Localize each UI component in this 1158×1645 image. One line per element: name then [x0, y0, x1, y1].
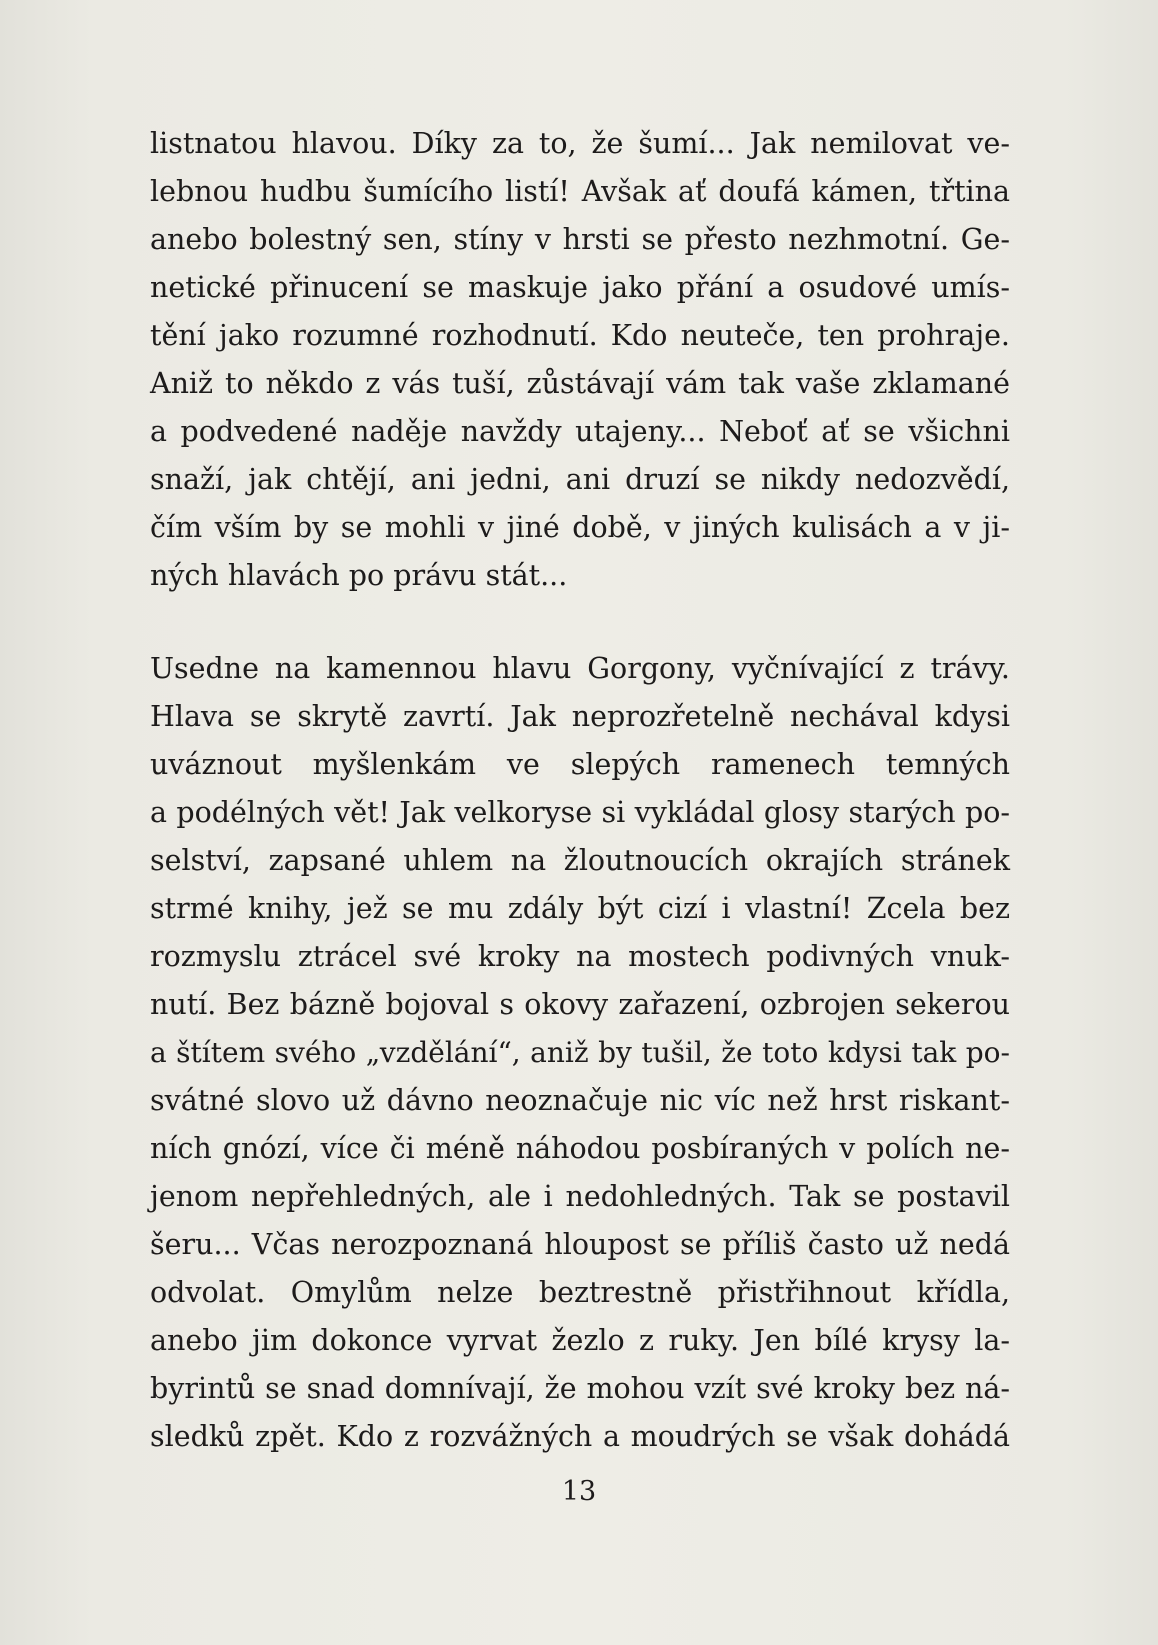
text-line: sledků zpět. Kdo z rozvážných a moudrých se však dohádá: [150, 1420, 1010, 1453]
text-line: snaží, jak chtějí, ani jedni, ani druzí se nikdy nedozvědí,: [150, 463, 1010, 496]
text-line: svátné slovo už dávno neoznačuje nic víc než hrst riskant-: [150, 1084, 1010, 1117]
text-line: Aniž to někdo z vás tuší, zůstávají vám tak vaše zklamané: [150, 367, 1010, 400]
text-line: čím vším by se mohli v jiné době, v jiných kulisách a v ji-: [150, 511, 1010, 544]
text-line: šeru... Včas nerozpoznaná hloupost se příliš často už nedá: [150, 1228, 1010, 1261]
page-number: 13: [561, 1476, 597, 1507]
text-line: byrintů se snad domnívají, že mohou vzít své kroky bez ná-: [150, 1372, 1010, 1405]
text-line: strmé knihy, jež se mu zdály být cizí i vlastní! Zcela bez: [150, 892, 1010, 925]
text-line: netické přinucení se maskuje jako přání a osudové umís-: [150, 271, 1010, 304]
text-line: ních gnózí, více či méně náhodou posbíraných v polích ne-: [150, 1132, 1010, 1165]
paragraph-2: [150, 645, 1010, 1461]
text-line: anebo bolestný sen, stíny v hrsti se přesto nezhmotní. Ge-: [150, 223, 1010, 256]
text-line: lebnou hudbu šumícího listí! Avšak ať doufá kámen, třtina: [150, 175, 1010, 208]
text-line: a podélných vět! Jak velkoryse si vykládal glosy starých po-: [150, 796, 1010, 829]
paragraph-1: [150, 120, 1010, 600]
text-line: ných hlavách po právu stát...: [150, 559, 568, 592]
body-text: [150, 120, 1010, 1461]
text-line: selství, zapsané uhlem na žloutnoucích okrajích stránek: [150, 844, 1010, 877]
text-line: rozmyslu ztrácel své kroky na mostech podivných vnuk-: [150, 940, 1010, 973]
text-line: odvolat. Omylům nelze beztrestně přistřihnout křídla,: [150, 1276, 1010, 1309]
text-line: anebo jim dokonce vyrvat žezlo z ruky. Jen bílé krysy la-: [150, 1324, 1010, 1357]
text-line: a štítem svého „vzdělání“, aniž by tušil, že toto kdysi tak po-: [150, 1036, 1010, 1069]
text-line: Usedne na kamennou hlavu Gorgony, vyčnívající z trávy.: [150, 652, 1010, 685]
text-line: tění jako rozumné rozhodnutí. Kdo neuteče, ten prohraje.: [150, 319, 1010, 352]
text-line: listnatou hlavou. Díky za to, že šumí... Jak nemilovat ve-: [150, 127, 1010, 160]
text-line: Hlava se skrytě zavrtí. Jak neprozřetelně nechával kdysi: [150, 700, 1010, 733]
text-line: jenom nepřehledných, ale i nedohledných. Tak se postavil: [150, 1180, 1010, 1213]
text-line: nutí. Bez bázně bojoval s okovy zařazení, ozbrojen sekerou: [150, 988, 1010, 1021]
text-line: a podvedené naděje navždy utajeny... Neboť ať se všichni: [150, 415, 1010, 448]
text-line: uváznout myšlenkám ve slepých ramenech temných: [150, 748, 1010, 781]
